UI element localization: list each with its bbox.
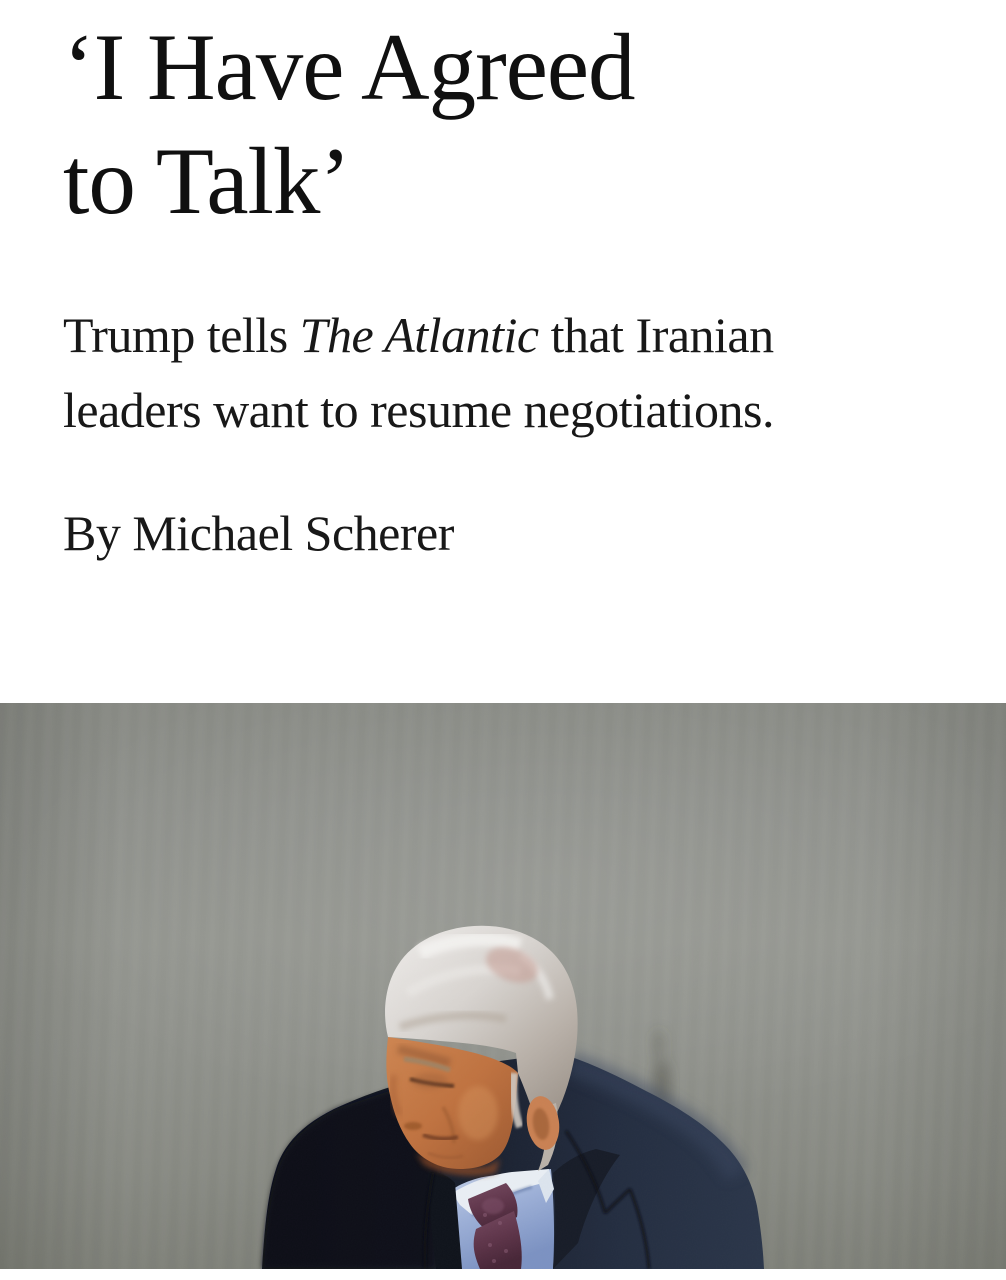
headline-line-2: to Talk’ xyxy=(63,128,351,234)
article-header xyxy=(0,0,1006,562)
photo-grain-overlay xyxy=(0,703,1006,1269)
subtitle-text-1: Trump tells xyxy=(63,307,300,363)
subtitle-text-2: that Iranian xyxy=(538,307,774,363)
subtitle-line-2: leaders want to resume negotiations. xyxy=(63,382,774,438)
headline-line-1: ‘I Have Agreed xyxy=(63,14,635,120)
byline: By Michael Scherer xyxy=(63,505,454,561)
hero-photo xyxy=(0,703,1006,1269)
subtitle-publication-name: The Atlantic xyxy=(299,307,539,363)
subtitle xyxy=(63,298,943,448)
photo-illustration xyxy=(0,703,1006,1269)
headline xyxy=(63,10,956,238)
